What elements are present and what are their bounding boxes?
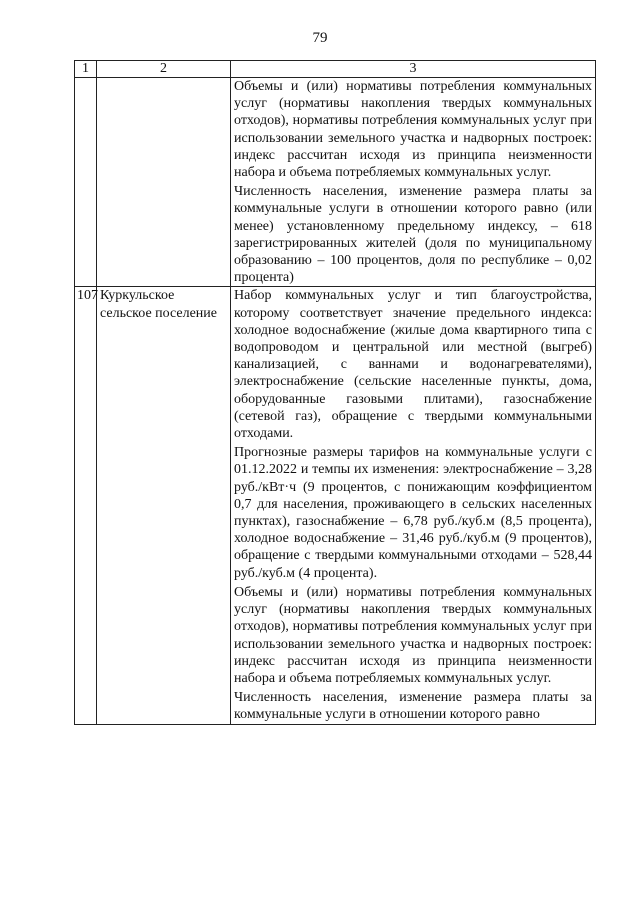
population-paragraph: Численность населения, изменение размера платы за коммунальные услуги в отношении которого равно (или менее) установленному предельному индексу, – 618 зарегистрированных жителей (доля по муниципальному образованию – 100 процентов, доля по республике – 0,02 процента) [234, 184, 592, 286]
volumes-paragraph: Объемы и (или) нормативы потребления коммунальных услуг (нормативы накопления твердых коммунальных отходов), нормативы потребления коммунальных услуг при использовании земельного участка и надворных построек: индекс рассчитан исходя из принципа неизменности набора и объема потребляемых коммунальных услуг. [234, 79, 592, 181]
table-row-107 [75, 287, 596, 724]
tariffs-paragraph: Прогнозные размеры тарифов на коммунальные услуги с 01.12.2022 и темпы их изменения: электроснабжение – 3,28 руб./кВт·ч (9 процентов, с понижающим коэффициентом 0,7 для населения, проживающего в сельских населенных пунктах), газоснабжение – 6,78 руб./куб.м (8,5 процента), холодное водоснабжение – 31,46 руб./куб.м (9 процентов), обращение с твердыми коммунальными отходами – 528,44 руб./куб.м (4 процента). [234, 445, 592, 581]
row-number-cell: 107 [75, 287, 97, 724]
settlement-name-cell: Куркульское сельское поселение [97, 287, 231, 724]
column-header-1: 1 [75, 61, 97, 78]
services-set-paragraph: Набор коммунальных услуг и тип благоустройства, которому соответствует значение предельного индекса: холодное водоснабжение (жилые дома квартирного типа с водопроводом и центральной или местной (выгреб) канализацией, с ваннами и водонагревателями), электроснабжение (сельские населенные пункты, дома, оборудованные газовыми плитами), газоснабжение (сетевой газ), обращение с твердыми коммунальными отходами. [234, 288, 592, 442]
regulation-table [74, 60, 596, 725]
settlement-name-cell [97, 78, 231, 287]
description-cell [231, 287, 596, 724]
volumes-paragraph: Объемы и (или) нормативы потребления коммунальных услуг (нормативы накопления твердых коммунальных отходов), нормативы потребления коммунальных услуг при использовании земельного участка и надворных построек: индекс рассчитан исходя из принципа неизменности набора и объема потребляемых коммунальных услуг. [234, 584, 592, 686]
column-header-3: 3 [231, 61, 596, 78]
table-row-continuation [75, 78, 596, 287]
table-header-row [75, 61, 596, 78]
population-paragraph: Численность населения, изменение размера платы за коммунальные услуги в отношении которого равно [234, 690, 592, 723]
description-cell [231, 78, 596, 287]
column-header-2: 2 [97, 61, 231, 78]
row-number-cell [75, 78, 97, 287]
page-number: 79 [312, 30, 328, 46]
